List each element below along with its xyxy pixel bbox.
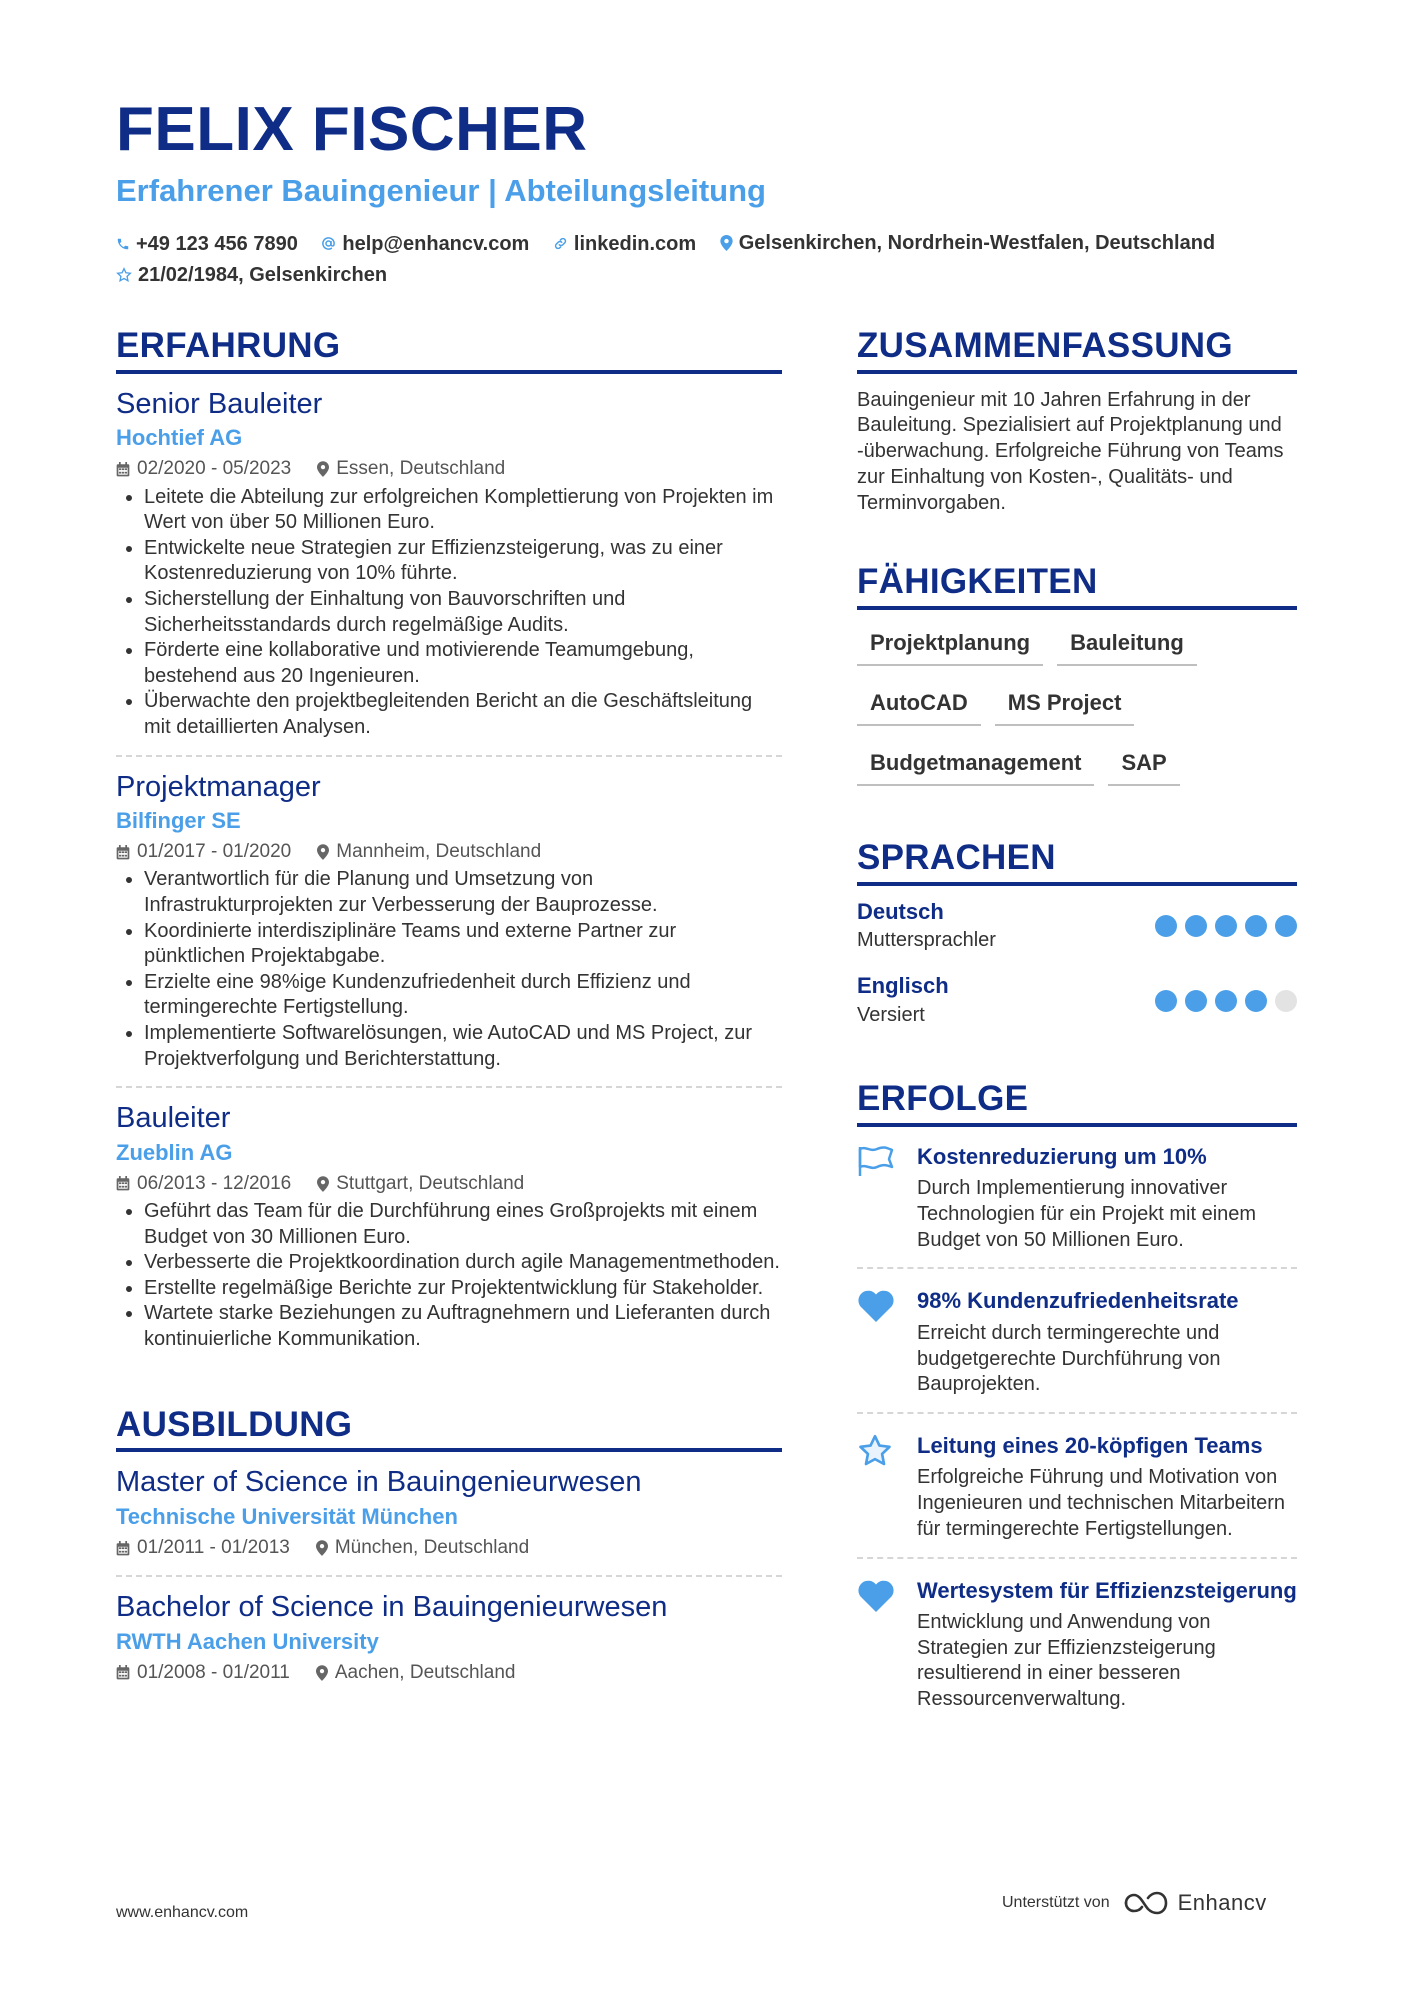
rating-dot-empty	[1275, 990, 1297, 1012]
location-icon	[317, 1176, 329, 1192]
school-name: Technische Universität München	[116, 1504, 458, 1530]
degree-title: Master of Science in Bauingenieurwesen	[116, 1466, 642, 1499]
job-title: Projektmanager	[116, 770, 321, 803]
job-location: Stuttgart, Deutschland	[336, 1172, 525, 1194]
rating-dot-filled	[1155, 990, 1177, 1012]
education-dates: 01/2008 - 01/2011	[137, 1661, 290, 1683]
bullet-item: • Implementierte Softwarelösungen, wie AutoCAD und MS Project, zur Projektverfolgung und Berichterstattung.	[144, 1021, 782, 1072]
job-location: Essen, Deutschland	[336, 458, 506, 480]
bullet-item: • Erzielte eine 98%ige Kundenzufriedenheit durch Effizienz und termingerechte Fertigstellung.	[144, 970, 782, 1021]
phone-icon	[116, 237, 130, 251]
section-title-achievements: ERFOLGE	[857, 1077, 1297, 1127]
contact-location-text: Gelsenkirchen, Nordrhein-Westfalen, Deutschland	[738, 232, 1216, 254]
right-column	[857, 324, 1297, 1727]
achievement-title: Leitung eines 20-köpfigen Teams	[917, 1432, 1263, 1458]
star-icon	[116, 267, 132, 283]
brand-name: Enhancv	[1177, 1890, 1267, 1915]
summary-text: Bauingenieur mit 10 Jahren Erfahrung in der Bauleitung. Spezialisiert auf Projektplanung und -überwachung. Erfolgreiche Führung von Teams zur Einhaltung von Kosten-, Qualitäts- und Terminvorgaben.	[857, 388, 1284, 514]
section-title-skills: FÄHIGKEITEN	[857, 560, 1297, 610]
achievement-title: Kostenreduzierung um 10%	[917, 1143, 1207, 1169]
contact-linkedin-text: linkedin.com	[573, 232, 697, 255]
degree-title: Bachelor of Science in Bauingenieurwesen	[116, 1591, 668, 1624]
bullet-item: • Geführt das Team für die Durchführung eines Großprojekts mit einem Budget von 30 Millionen Euro.	[144, 1199, 782, 1250]
footer-branding	[1002, 1890, 1267, 1916]
skill-tag: Projektplanung	[857, 624, 1043, 666]
powered-by-text: Unterstützt von	[1002, 1894, 1110, 1911]
achievement-entry	[857, 1127, 1297, 1270]
education-meta	[116, 1533, 782, 1563]
contact-email[interactable]	[321, 229, 529, 259]
contact-linkedin[interactable]	[553, 229, 696, 259]
rating-dot-filled	[1245, 915, 1267, 937]
calendar-icon	[116, 1176, 130, 1191]
bullet-item: • Erstellte regelmäßige Berichte zur Projektentwicklung für Stakeholder.	[144, 1276, 782, 1302]
job-bullets	[116, 485, 782, 741]
location-icon	[317, 461, 329, 477]
footer-website[interactable]: www.enhancv.com	[116, 1904, 249, 1921]
location-icon	[317, 844, 329, 860]
location-icon	[720, 235, 733, 251]
contact-birth	[116, 260, 387, 290]
heart-icon	[857, 1579, 895, 1613]
calendar-icon	[116, 845, 130, 860]
link-icon	[553, 236, 568, 251]
skill-tag: MS Project	[995, 684, 1135, 726]
contact-birth-text: 21/02/1984, Gelsenkirchen	[138, 264, 388, 286]
education-dates: 01/2011 - 01/2013	[137, 1536, 290, 1558]
language-level: Versiert	[857, 1003, 925, 1026]
job-location: Mannheim, Deutschland	[336, 841, 542, 863]
rating-dot-filled	[1215, 990, 1237, 1012]
rating-dot-filled	[1185, 915, 1207, 937]
star-icon	[857, 1434, 893, 1468]
skill-tag: Budgetmanagement	[857, 744, 1094, 786]
calendar-icon	[116, 462, 130, 477]
bullet-item: • Verbesserte die Projektkoordination durch agile Managementmethoden.	[144, 1250, 782, 1276]
rating-dot-filled	[1155, 915, 1177, 937]
bullet-item: • Leitete die Abteilung zur erfolgreichen Komplettierung von Projekten im Wert von über 50 Millionen Euro.	[144, 485, 782, 536]
bullet-item: • Wartete starke Beziehungen zu Auftragnehmern und Lieferanten durch kontinuierliche Kommunikation.	[144, 1301, 782, 1352]
achievement-title: 98% Kundenzufriedenheitsrate	[917, 1288, 1239, 1314]
section-title-summary: ZUSAMMENFASSUNG	[857, 324, 1297, 374]
rating-dot-filled	[1215, 915, 1237, 937]
achievement-desc: Erreicht durch termingerechte und budgetgerechte Durchführung von Bauprojekten.	[917, 1321, 1221, 1396]
education-location: München, Deutschland	[334, 1536, 530, 1558]
bullet-item: • Verantwortlich für die Planung und Umsetzung von Infrastrukturprojekten zur Verbesserung der Bauprozesse.	[144, 867, 782, 918]
company-name: Bilfinger SE	[116, 808, 241, 834]
section-title-languages: SPRACHEN	[857, 836, 1297, 886]
education-entry	[116, 1577, 782, 1700]
language-entry	[857, 972, 1297, 1029]
calendar-icon	[116, 1665, 130, 1680]
job-bullets	[116, 1199, 782, 1353]
job-entry	[116, 1088, 782, 1366]
section-title-experience: ERFAHRUNG	[116, 324, 782, 374]
achievement-entry	[857, 1414, 1297, 1559]
job-entry	[116, 374, 782, 757]
job-bullets	[116, 867, 782, 1072]
achievement-entry	[857, 1269, 1297, 1414]
language-rating	[1147, 915, 1297, 937]
location-icon	[316, 1665, 328, 1681]
job-meta	[116, 454, 782, 484]
school-name: RWTH Aachen University	[116, 1628, 379, 1654]
enhancv-logo-icon	[1122, 1890, 1172, 1916]
location-icon	[316, 1540, 328, 1556]
job-title: Bauleiter	[116, 1102, 231, 1135]
skills-list	[857, 624, 1297, 804]
skill-tag: AutoCAD	[857, 684, 981, 726]
flag-icon	[857, 1145, 895, 1177]
language-rating	[1147, 990, 1297, 1012]
left-column	[116, 324, 782, 1700]
bullet-item: • Entwickelte neue Strategien zur Effizienzsteigerung, was zu einer Kostenreduzierung von 10% führte.	[144, 536, 782, 587]
rating-dot-filled	[1245, 990, 1267, 1012]
job-dates: 06/2013 - 12/2016	[137, 1172, 292, 1194]
candidate-name: FELIX FISCHER	[116, 95, 588, 164]
job-entry	[116, 757, 782, 1089]
language-name: Englisch	[857, 973, 949, 999]
education-location: Aachen, Deutschland	[334, 1661, 516, 1683]
job-title: Senior Bauleiter	[116, 387, 323, 420]
company-name: Zueblin AG	[116, 1139, 233, 1165]
bullet-item: • Koordinierte interdisziplinäre Teams und externe Partner zur pünktlichen Projektabgabe.	[144, 919, 782, 970]
job-dates: 01/2017 - 01/2020	[137, 841, 292, 863]
education-entry	[116, 1452, 782, 1577]
company-name: Hochtief AG	[116, 425, 243, 451]
rating-dot-filled	[1275, 915, 1297, 937]
language-name: Deutsch	[857, 898, 944, 924]
at-icon	[321, 236, 336, 251]
bullet-item: • Überwachte den projektbegleitenden Bericht an die Geschäftsleitung mit detaillierten Analysen.	[144, 689, 782, 740]
section-title-education: AUSBILDUNG	[116, 1403, 782, 1453]
achievement-desc: Erfolgreiche Führung und Motivation von Ingenieuren und technischen Mitarbeitern für termingerechte Fertigstellungen.	[917, 1466, 1286, 1540]
calendar-icon	[116, 1541, 130, 1556]
heart-icon	[857, 1289, 895, 1323]
achievement-title: Wertesystem für Effizienzsteigerung	[917, 1577, 1297, 1603]
contact-email-text: help@enhancv.com	[342, 232, 530, 255]
bullet-item: • Sicherstellung der Einhaltung von Bauvorschriften und Sicherheitsstandards durch regelmäßige Audits.	[144, 587, 782, 638]
bullet-item: • Förderte eine kollaborative und motivierende Teamumgebung, bestehend aus 20 Ingenieuren.	[144, 638, 782, 689]
contact-info	[116, 228, 1316, 292]
job-meta	[116, 837, 782, 867]
achievement-desc: Durch Implementierung innovativer Technologien für ein Projekt mit einem Budget von 50 Millionen Euro.	[917, 1177, 1257, 1251]
contact-phone[interactable]	[116, 229, 298, 259]
skill-tag: SAP	[1108, 744, 1179, 786]
achievement-desc: Entwicklung und Anwendung von Strategien zur Effizienzsteigerung resultierend in einer besseren Ressourcenverwaltung.	[917, 1611, 1216, 1711]
education-meta	[116, 1658, 782, 1688]
contact-phone-text: +49 123 456 7890	[136, 233, 298, 255]
headline: Erfahrener Bauingenieur | Abteilungsleitung	[116, 173, 766, 208]
contact-location	[720, 228, 1215, 258]
language-entry	[857, 898, 1297, 955]
rating-dot-filled	[1185, 990, 1207, 1012]
job-dates: 02/2020 - 05/2023	[137, 458, 292, 480]
skill-tag: Bauleitung	[1057, 624, 1197, 666]
job-meta	[116, 1169, 782, 1199]
language-level: Muttersprachler	[857, 929, 996, 952]
achievement-entry	[857, 1559, 1297, 1727]
